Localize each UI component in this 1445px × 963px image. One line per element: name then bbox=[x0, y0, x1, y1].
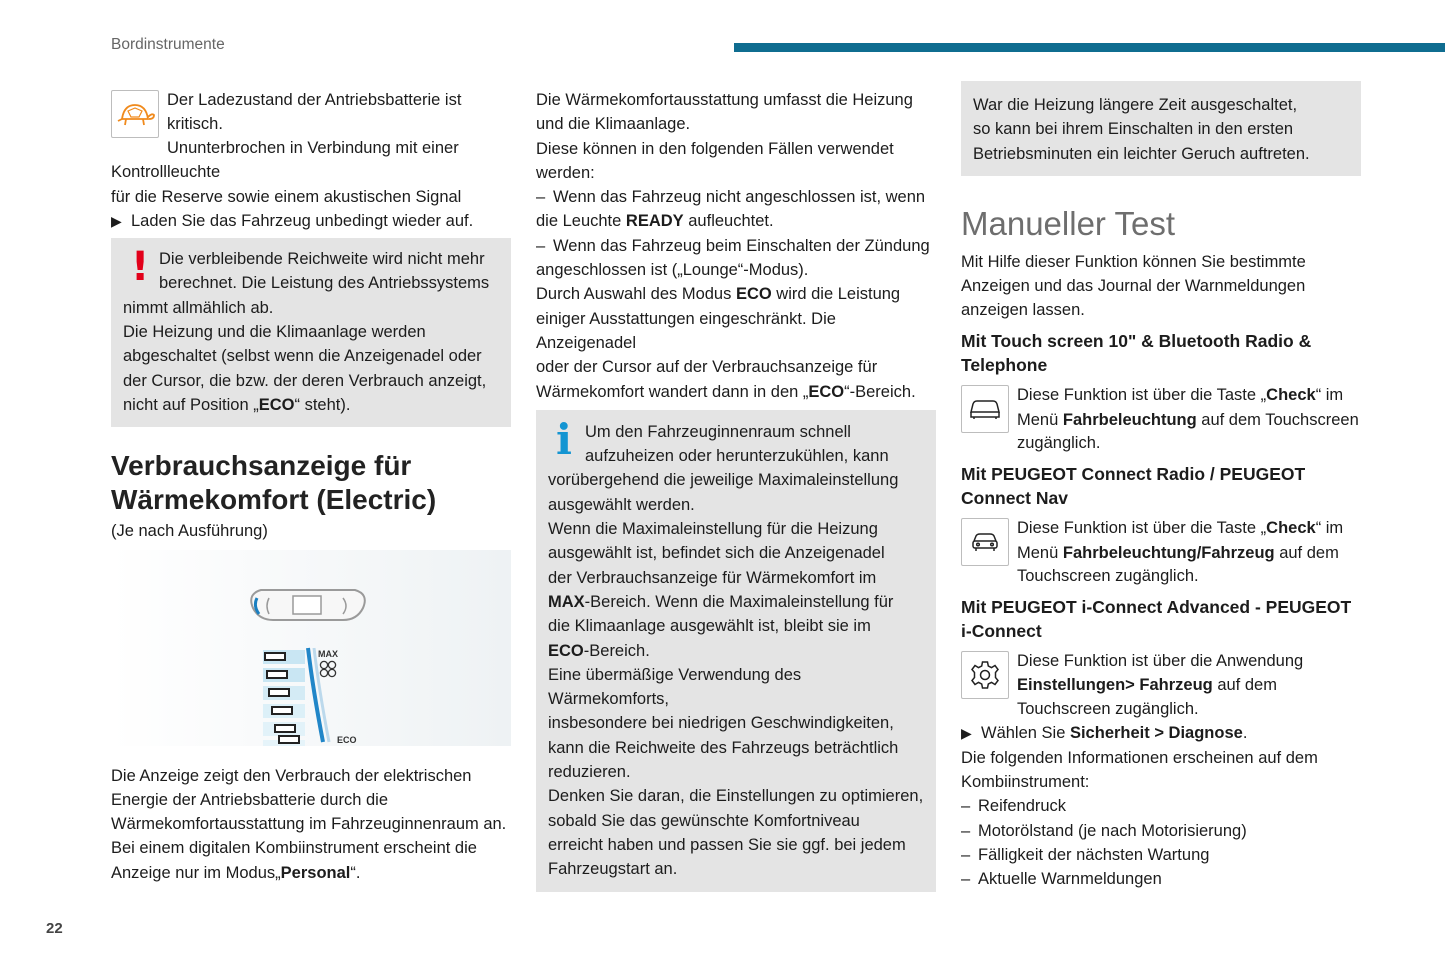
step-text: Touchscreen zugänglich. bbox=[1017, 567, 1199, 586]
step-text: Menü Fahrbeleuchtung auf dem Touchscreen bbox=[1017, 410, 1359, 429]
body-text: Die folgenden Informationen erscheinen auf dem bbox=[961, 748, 1318, 767]
info-text: kann die Reichweite des Fahrzeugs beträchtlich bbox=[548, 738, 899, 757]
action-step: ▶ Laden Sie das Fahrzeug unbedingt wieder auf. bbox=[111, 209, 511, 233]
column-right bbox=[961, 81, 1361, 892]
car-icon bbox=[961, 385, 1009, 433]
note-text: so kann bei ihrem Einschalten in den ersten bbox=[973, 120, 1294, 139]
warning-text: Die Heizung und die Klimaanlage werden bbox=[123, 323, 426, 342]
body-text: Die Wärmekomfortausstattung umfasst die Heizung bbox=[536, 91, 913, 109]
warning-text: berechnet. Die Leistung des Antriebssystems bbox=[159, 274, 490, 293]
variant-note: (Je nach Ausführung) bbox=[111, 522, 268, 541]
dash-item: – Wenn das Fahrzeug beim Einschalten der Zündung bbox=[536, 236, 930, 255]
info-text: ECO-Bereich. bbox=[548, 641, 650, 660]
dash-item-cont: angeschlossen ist („Lounge“-Modus). bbox=[536, 261, 809, 280]
info-text: erreicht haben und passen Sie sie ggf. bei jedem bbox=[548, 835, 906, 854]
info-text: Um den Fahrzeuginnenraum schnell bbox=[585, 422, 851, 441]
header-accent-bar bbox=[734, 43, 1445, 52]
subheading-touchscreen: Mit Touch screen 10" & Bluetooth Radio & Telephone bbox=[961, 330, 1312, 376]
column-middle bbox=[536, 88, 936, 892]
body-text: und die Klimaanlage. bbox=[536, 115, 691, 134]
column-left bbox=[111, 88, 511, 885]
info-text: Fahrzeugstart an. bbox=[548, 860, 678, 879]
body-text: Mit Hilfe dieser Funktion können Sie bestimmte bbox=[961, 252, 1306, 271]
step-text: Diese Funktion ist über die Taste „Check“ im bbox=[1017, 519, 1344, 538]
body-text: Anzeigen und das Journal der Warnmeldungen bbox=[961, 277, 1306, 296]
list-item: – Aktuelle Warnmeldungen bbox=[961, 870, 1162, 889]
info-icon: i bbox=[556, 414, 572, 464]
step-text: Touchscreen zugänglich. bbox=[1017, 700, 1199, 719]
body-text: Kombiinstrument: bbox=[961, 773, 1090, 792]
body-text: einiger Ausstattungen eingeschränkt. Die Anzeigenadel bbox=[536, 309, 836, 352]
gauge-eco-label: ECO bbox=[337, 734, 357, 745]
info-box bbox=[536, 410, 936, 892]
running-header: Bordinstrumente bbox=[111, 36, 225, 53]
info-text: Wenn die Maximaleinstellung für die Heizung bbox=[548, 520, 878, 539]
info-text: vorübergehend die jeweilige Maximaleinstellung bbox=[548, 471, 899, 490]
info-text: ausgewählt ist, befindet sich die Anzeigenadel bbox=[548, 544, 885, 563]
list-item: – Reifendruck bbox=[961, 797, 1067, 816]
body-text: anzeigen lassen. bbox=[961, 301, 1085, 320]
dash-item: – Wenn das Fahrzeug nicht angeschlossen ist, wenn bbox=[536, 188, 926, 207]
warning-text: nimmt allmählich ab. bbox=[123, 298, 274, 317]
consumption-gauge-figure bbox=[111, 550, 511, 746]
warning-text: abgeschaltet (selbst wenn die Anzeigenadel oder bbox=[123, 347, 482, 366]
info-text: der Verbrauchsanzeige für Wärmekomfort im bbox=[548, 568, 877, 587]
info-text: insbesondere bei niedrigen Geschwindigkeiten, bbox=[548, 714, 894, 733]
turtle-text-2: kritisch. bbox=[167, 115, 223, 134]
info-text: Denken Sie daran, die Einstellungen zu optimieren, bbox=[548, 787, 924, 806]
gauge-max-label: MAX bbox=[318, 648, 338, 659]
info-text: reduzieren. bbox=[548, 763, 631, 782]
info-text: aufzuheizen oder herunterzukühlen, kann bbox=[585, 447, 889, 466]
body-text: für die Reserve sowie einem akustischen Signal bbox=[111, 187, 462, 206]
warning-text: Die verbleibende Reichweite wird nicht mehr bbox=[159, 250, 485, 269]
dash-item-cont: die Leuchte READY aufleuchtet. bbox=[536, 212, 774, 231]
body-text: Anzeige nur im Modus„Personal“. bbox=[111, 863, 361, 882]
note-text: Betriebsminuten ein leichter Geruch auftreten. bbox=[973, 144, 1310, 163]
body-text: Diese können in den folgenden Fällen verwendet bbox=[536, 139, 894, 158]
body-text: Die Anzeige zeigt den Verbrauch der elektrischen bbox=[111, 766, 472, 785]
subheading-connect-radio: Mit PEUGEOT Connect Radio / PEUGEOT Connect Nav bbox=[961, 463, 1306, 508]
triangle-bullet-icon: ▶ bbox=[111, 212, 122, 229]
warning-text: der Cursor, die bzw. der deren Verbrauch anzeigt, bbox=[123, 371, 487, 390]
gear-icon bbox=[961, 651, 1009, 699]
info-text: ausgewählt werden. bbox=[548, 495, 695, 514]
note-box bbox=[961, 81, 1361, 176]
triangle-bullet-icon: ▶ bbox=[961, 725, 972, 742]
info-text: sobald Sie das gewünschte Komfortniveau bbox=[548, 811, 860, 830]
info-text: die Klimaanlage ausgewählt ist, bleibt sie im bbox=[548, 617, 871, 636]
info-text: Eine übermäßige Verwendung des Wärmekomforts, bbox=[548, 665, 802, 709]
step-text: Menü Fahrbeleuchtung/Fahrzeug auf dem bbox=[1017, 543, 1339, 562]
turtle-text-1: Der Ladezustand der Antriebsbatterie ist bbox=[167, 91, 462, 109]
body-text: Energie der Antriebsbatterie durch die bbox=[111, 790, 389, 809]
instrument-cluster-icon bbox=[251, 590, 365, 620]
body-text: Durch Auswahl des Modus ECO wird die Leistung bbox=[536, 285, 901, 304]
step-text: zugänglich. bbox=[1017, 434, 1101, 453]
car-icon bbox=[961, 518, 1009, 566]
body-text: Wärmekomfort wandert dann in den „ECO“-Bereich. bbox=[536, 382, 916, 401]
body-text: Bei einem digitalen Kombiinstrument erscheint die bbox=[111, 839, 477, 858]
body-text: Wärmekomfortausstattung im Fahrzeuginnenraum an. bbox=[111, 815, 507, 834]
subheading-i-connect: Mit PEUGEOT i-Connect Advanced - PEUGEOT i-Connect bbox=[961, 596, 1352, 641]
turtle-icon bbox=[111, 90, 159, 138]
action-step: ▶ Wählen Sie Sicherheit > Diagnose. bbox=[961, 721, 1361, 745]
section-heading: Manueller Test bbox=[961, 204, 1176, 242]
body-text: oder der Cursor auf der Verbrauchsanzeige für bbox=[536, 358, 878, 377]
step-text: Diese Funktion ist über die Taste „Check“ im bbox=[1017, 386, 1344, 405]
note-text: War die Heizung längere Zeit ausgeschaltet, bbox=[973, 96, 1298, 114]
list-item: – Motorölstand (je nach Motorisierung) bbox=[961, 821, 1247, 840]
exclamation-icon: ! bbox=[131, 244, 150, 291]
body-text: werden: bbox=[536, 163, 595, 182]
info-text: MAX-Bereich. Wenn die Maximaleinstellung für bbox=[548, 592, 894, 611]
step-text: Einstellungen> Fahrzeug auf dem bbox=[1017, 676, 1277, 695]
section-heading: Verbrauchsanzeige für Wärmekomfort (Electric) bbox=[111, 450, 437, 516]
page-number: 22 bbox=[46, 920, 63, 937]
step-text: Diese Funktion ist über die Anwendung bbox=[1017, 652, 1304, 671]
warning-text: nicht auf Position „ECO“ steht). bbox=[123, 395, 351, 414]
list-item: – Fälligkeit der nächsten Wartung bbox=[961, 845, 1210, 864]
body-text: Ununterbrochen in Verbindung mit einer Kontrollleuchte bbox=[111, 139, 459, 182]
warning-box bbox=[111, 238, 511, 427]
